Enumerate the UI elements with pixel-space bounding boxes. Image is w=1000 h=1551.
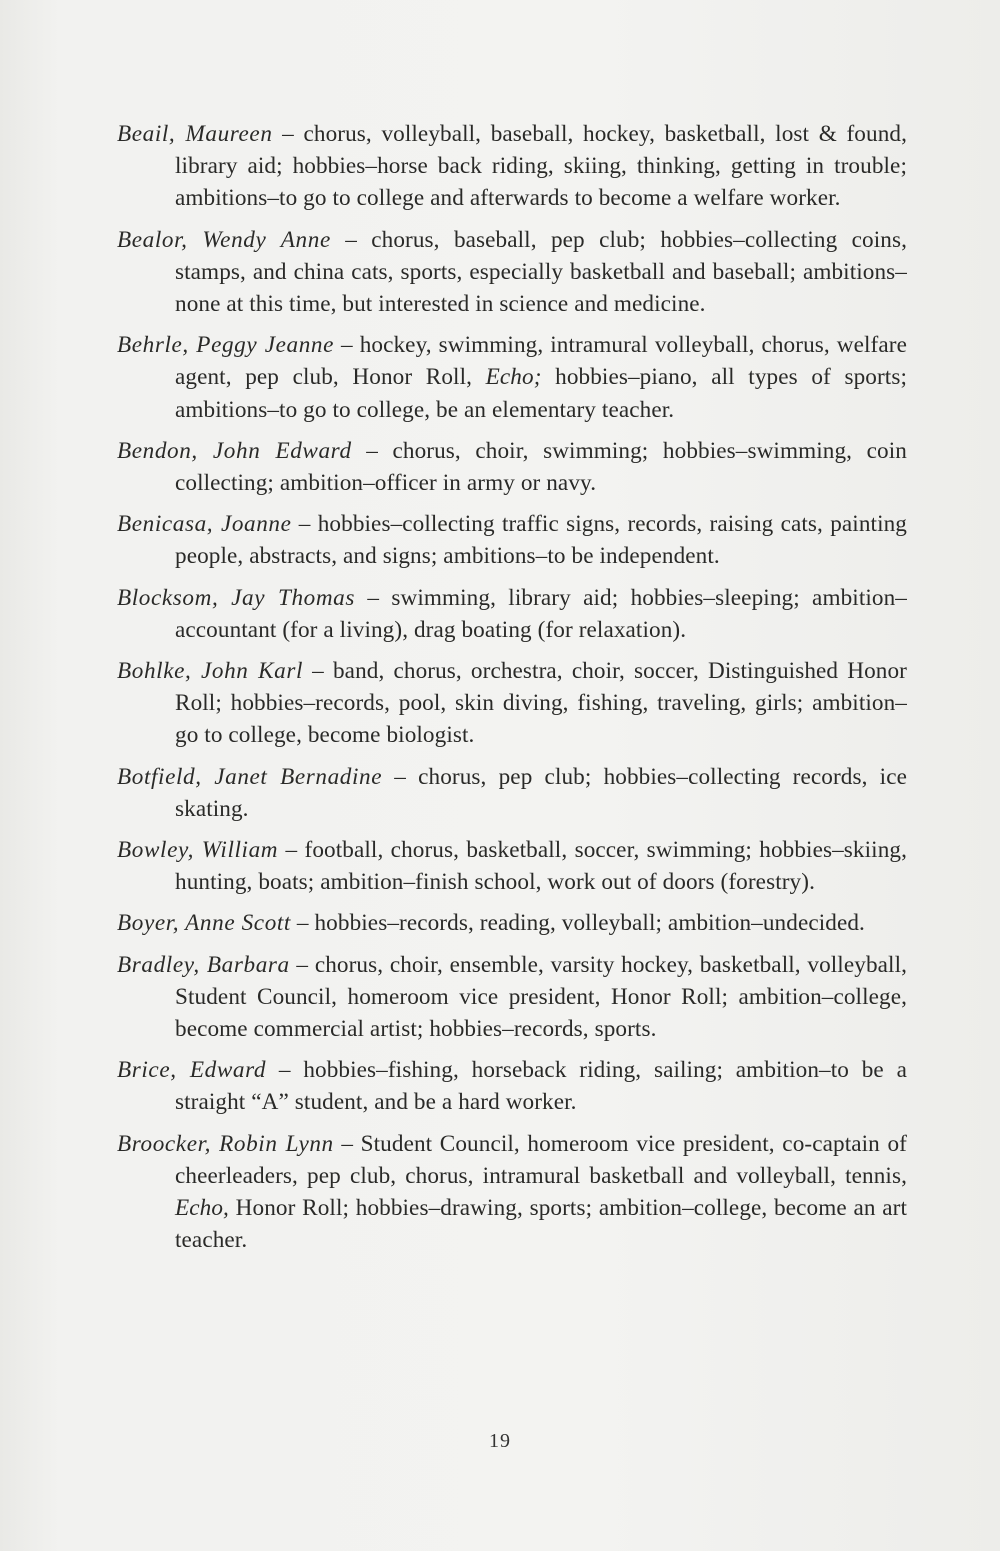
entry-name: Beail, Maureen — [117, 121, 273, 147]
entry-name: Brice, Edward — [117, 1057, 267, 1084]
entry-text: chorus, choir, ensemble, varsity hockey, basketball, volleyball, Student Council, homeroom vice president, Honor Roll; ambition–college, become commercial artist; hobbies–records, sports. — [175, 951, 908, 1043]
entry-name: Bradley, Barbara — [117, 951, 290, 978]
echo-title: Echo; — [485, 364, 542, 391]
entry-text: Student Council, homeroom vice president, co-captain of cheerleaders, pep club, chorus, intramural basketball and volleyball, tennis, — [175, 1130, 907, 1189]
entry-text: chorus, volleyball, baseball, hockey, basketball, lost & found, library aid; hobbies–horse back riding, skiing, thinking, getting in trouble; ambitions–to go to college and afterwards to become a welfare worker. — [175, 121, 907, 212]
separator: – — [289, 951, 315, 978]
entry-text: swimming, library aid; hobbies–sleeping; ambition–accountant (for a living), drag boating (for relaxation). — [175, 584, 907, 643]
entry-beail — [117, 118, 907, 215]
entry-bohlke — [117, 655, 907, 752]
entry-list — [117, 118, 907, 1266]
echo-title: Echo, — [175, 1195, 229, 1222]
separator: – — [330, 226, 372, 253]
entry-botfield — [117, 761, 907, 825]
separator: – — [333, 1130, 361, 1157]
separator: – — [303, 658, 333, 685]
entry-text: hobbies–collecting traffic signs, records, raising cats, painting people, abstracts, and signs; ambitions–to be independent. — [175, 511, 907, 570]
entry-name: Botfield, Janet Bernadine — [117, 763, 383, 790]
entry-text: chorus, baseball, pep club; hobbies–collecting coins, stamps, and china cats, sports, especially basketball and baseball; ambitions–none at this time, but interested in science and medicine. — [175, 226, 907, 318]
entry-bealor — [117, 224, 907, 321]
entry-bradley — [117, 949, 907, 1046]
separator: – — [334, 332, 360, 359]
entry-text: chorus, choir, swimming; hobbies–swimming, coin collecting; ambition–officer in army or navy. — [175, 437, 907, 497]
entry-name: Bohlke, John Karl — [117, 658, 304, 685]
separator: – — [272, 121, 304, 147]
entry-broocker — [117, 1128, 907, 1257]
entry-brice — [117, 1054, 907, 1118]
separator: – — [382, 763, 419, 790]
entry-name: Behrle, Peggy Jeanne — [117, 332, 334, 359]
separator: – — [355, 584, 392, 611]
entry-text: hobbies–fishing, horseback riding, sailing; ambition–to be a straight “A” student, and be a hard worker. — [175, 1057, 907, 1116]
entry-text: hockey, swimming, intramural volleyball, chorus, welfare agent, pep club, Honor Roll, — [175, 332, 907, 391]
separator: – — [266, 1057, 304, 1084]
entry-bendon — [117, 435, 907, 499]
separator: – — [351, 437, 393, 464]
entry-name: Benicasa, Joanne — [117, 511, 292, 538]
entry-text: football, chorus, basketball, soccer, swimming; hobbies–skiing, hunting, boats; ambition–finish school, work out of doors (forestry). — [175, 837, 907, 896]
entry-boyer — [117, 907, 907, 939]
entry-text: chorus, pep club; hobbies–collecting records, ice skating. — [175, 763, 907, 822]
entry-text-continued: hobbies–piano, all types of sports; ambitions–to go to college, be an elementary teacher. — [175, 364, 907, 423]
entry-name: Bealor, Wendy Anne — [117, 226, 331, 253]
page-number: 19 — [489, 1430, 511, 1452]
separator: – — [290, 910, 315, 937]
entry-name: Bendon, John Edward — [117, 437, 352, 464]
separator: – — [291, 511, 318, 538]
entry-text: hobbies–records, reading, volleyball; ambition–undecided. — [314, 910, 865, 937]
entry-name: Broocker, Robin Lynn — [117, 1130, 334, 1157]
entry-behrle — [117, 329, 907, 426]
entry-benicasa — [117, 508, 907, 572]
entry-name: Blocksom, Jay Thomas — [117, 584, 356, 611]
entry-blocksom — [117, 582, 907, 646]
entry-bowley — [117, 834, 907, 898]
entry-text-continued: Honor Roll; hobbies–drawing, sports; ambition–college, become an art teacher. — [175, 1195, 907, 1254]
entry-name: Bowley, William — [117, 837, 279, 864]
separator: – — [278, 837, 305, 864]
entry-text: band, chorus, orchestra, choir, soccer, Distinguished Honor Roll; hobbies–records, pool, skin diving, fishing, traveling, girls; ambition–go to college, become biologist. — [175, 658, 907, 749]
entry-name: Boyer, Anne Scott — [117, 910, 291, 937]
